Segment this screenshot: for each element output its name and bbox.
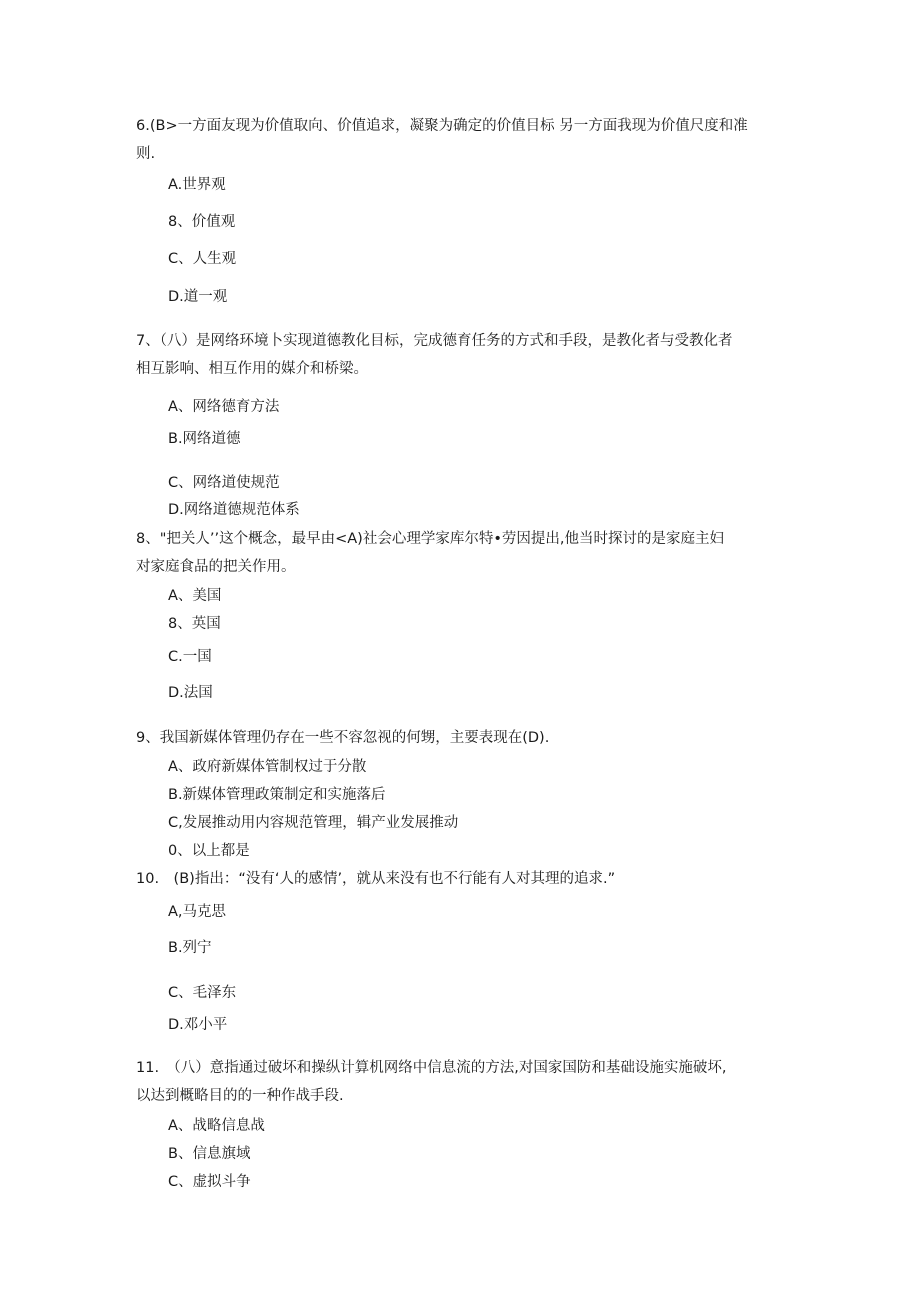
question-7-option-a: A、网络德育方法 <box>168 399 280 415</box>
question-9-option-b: B.新媒体管理政策制定和实施落后 <box>168 787 386 803</box>
question-7-line-2: 相互影响、相互作用的媒介和桥梁。 <box>136 361 368 377</box>
question-6-line-2: 则. <box>136 146 156 162</box>
question-8-option-d: D.法国 <box>168 685 213 701</box>
question-11-option-a: A、战略信息战 <box>168 1118 265 1134</box>
question-10-option-a: A,马克思 <box>168 904 227 920</box>
question-9-option-a: A、政府新媒体管制权过于分散 <box>168 759 367 775</box>
question-6-option-d: D.道一观 <box>168 289 228 305</box>
question-8-stem <box>136 529 786 577</box>
question-6-line-1: 6.(B>一方面友现为价值取向、价值追求，凝聚为确定的价值目标 另一方面我现为价值尺度和准 <box>136 118 748 134</box>
question-9-line-1: 9、我国新媒体管理仍存在一些不容忽视的何甥，主要表现在(D). <box>136 730 550 746</box>
question-9-option-d: 0、以上都是 <box>168 843 250 859</box>
question-11-line-2: 以达到概略目的的一种作战手段. <box>136 1088 344 1104</box>
question-7-line-1: 7、（八）是网络环境卜实现道德教化目标，完成德育任务的方式和手段，是教化者与受教化者 <box>136 333 733 349</box>
question-9-option-c: C,发展推动用内容规范管理，辑产业发展推动 <box>168 815 459 831</box>
question-11-stem <box>136 1058 786 1106</box>
question-10-line-1: 10. (B)指出：“没有‘人的感情’，就从来没有也不行能有人对其理的追求.” <box>136 871 616 887</box>
question-10-option-b: B.列宁 <box>168 940 212 956</box>
question-6-option-a: A.世界观 <box>168 177 226 193</box>
question-7-option-d: D.网络道德规范体系 <box>168 502 300 518</box>
question-8-option-a: A、美国 <box>168 588 222 604</box>
question-6-option-b: 8、价值观 <box>168 214 236 230</box>
question-6-stem <box>136 116 786 164</box>
question-10-option-c: C、毛泽东 <box>168 985 237 1001</box>
question-6-option-c: C、人生观 <box>168 251 237 267</box>
question-8-option-c: C.一国 <box>168 649 212 665</box>
question-7-option-b: B.网络道德 <box>168 431 241 447</box>
question-11-line-1: 11. （八）意指通过破坏和操纵计算机网络中信息流的方法,对国家国防和基础设施实施破坏, <box>136 1060 727 1076</box>
question-10-stem <box>136 869 786 889</box>
question-8-line-2: 对家庭食品的把关作用。 <box>136 559 296 575</box>
question-8-option-b: 8、英国 <box>168 616 221 632</box>
question-9-stem <box>136 728 786 748</box>
question-7-stem <box>136 331 786 379</box>
question-11-option-b: B、信息旗域 <box>168 1146 251 1162</box>
question-10-option-d: D.邓小平 <box>168 1017 228 1033</box>
question-11-option-c: C、虚拟斗争 <box>168 1174 251 1190</box>
question-7-option-c: C、网络道使规范 <box>168 475 280 491</box>
question-8-line-1: 8、"把关人’’这个概念，最早由<A)社会心理学家库尔特•劳因提出,他当时探讨的是家庭主妇 <box>136 531 724 547</box>
